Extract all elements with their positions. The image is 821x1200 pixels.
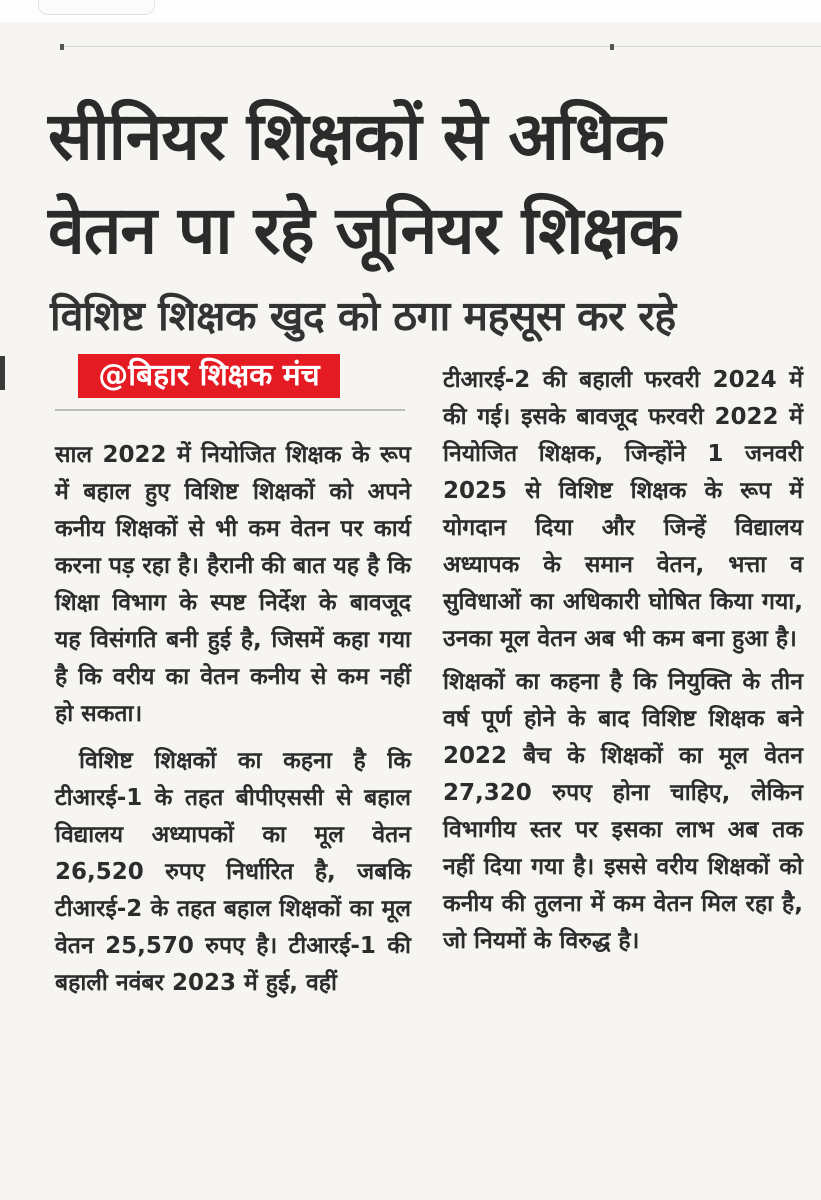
- left-paragraph-2: विशिष्ट शिक्षकों का कहना है कि टीआरई-1 के तहत बीपीएससी से बहाल विद्यालय अध्यापकों का मूल वेतन 26,520 रुपए निर्धारित है, जबकि टीआरई-2 के तहत बहाल शिक्षकों का मूल वेतन 25,570 रुपए है। टीआरई-1 की बहाली नवंबर 2023 में हुई, वहीं: [55, 748, 411, 996]
- left-edge-mark: [0, 356, 5, 390]
- right-paragraph-2: शिक्षकों का कहना है कि नियुक्ति के तीन वर्ष पूर्ण होने के बाद विशिष्ट शिक्षक बने 2022 बैच के शिक्षकों का मूल वेतन 27,320 रुपए होना चाहिए, लेकिन विभागीय स्तर पर इसका लाभ अब तक नहीं दिया गया है। इससे वरीय शिक्षकों को कनीय की तुलना में कम वेतन मिल रहा है, जो नियमों के विरुद्ध है।: [443, 669, 803, 954]
- source-badge: @बिहार शिक्षक मंच: [78, 354, 340, 398]
- article-left-column: [55, 437, 411, 1002]
- screenshot-top-bar: [0, 0, 821, 22]
- rule-tick-mark: [610, 44, 614, 50]
- column-divider-rule: [55, 409, 405, 411]
- top-tab-outline: [38, 0, 155, 15]
- page-top-rule: [60, 46, 821, 47]
- article-right-column: [443, 362, 803, 960]
- left-paragraph-1: साल 2022 में नियोजित शिक्षक के रूप में बहाल हुए विशिष्ट शिक्षकों को अपने कनीय शिक्षकों से भी कम वेतन पर कार्य करना पड़ रहा है। हैरानी की बात यह है कि शिक्षा विभाग के स्पष्ट निर्देश के बावजूद यह विसंगति बनी हुई है, जिसमें कहा गया है कि वरीय का वेतन कनीय से कम नहीं हो सकता।: [55, 442, 411, 727]
- headline: [48, 90, 788, 278]
- right-paragraph-1: टीआरई-2 की बहाली फरवरी 2024 में की गई। इसके बावजूद फरवरी 2022 में नियोजित शिक्षक, जिन्होंने 1 जनवरी 2025 से विशिष्ट शिक्षक के रूप में योगदान दिया और जिन्हें विद्यालय अध्यापक के समान वेतन, भत्ता व सुविधाओं का अधिकारी घोषित किया गया, उनका मूल वेतन अब भी कम बना हुआ है।: [443, 367, 803, 652]
- subheadline: विशिष्ट शिक्षक खुद को ठगा महसूस कर रहे: [50, 292, 676, 340]
- rule-tick-mark: [60, 44, 64, 50]
- headline-line-2: वेतन पा रहे जूनियर शिक्षक: [48, 192, 679, 269]
- headline-line-1: सीनियर शिक्षकों से अधिक: [48, 98, 665, 175]
